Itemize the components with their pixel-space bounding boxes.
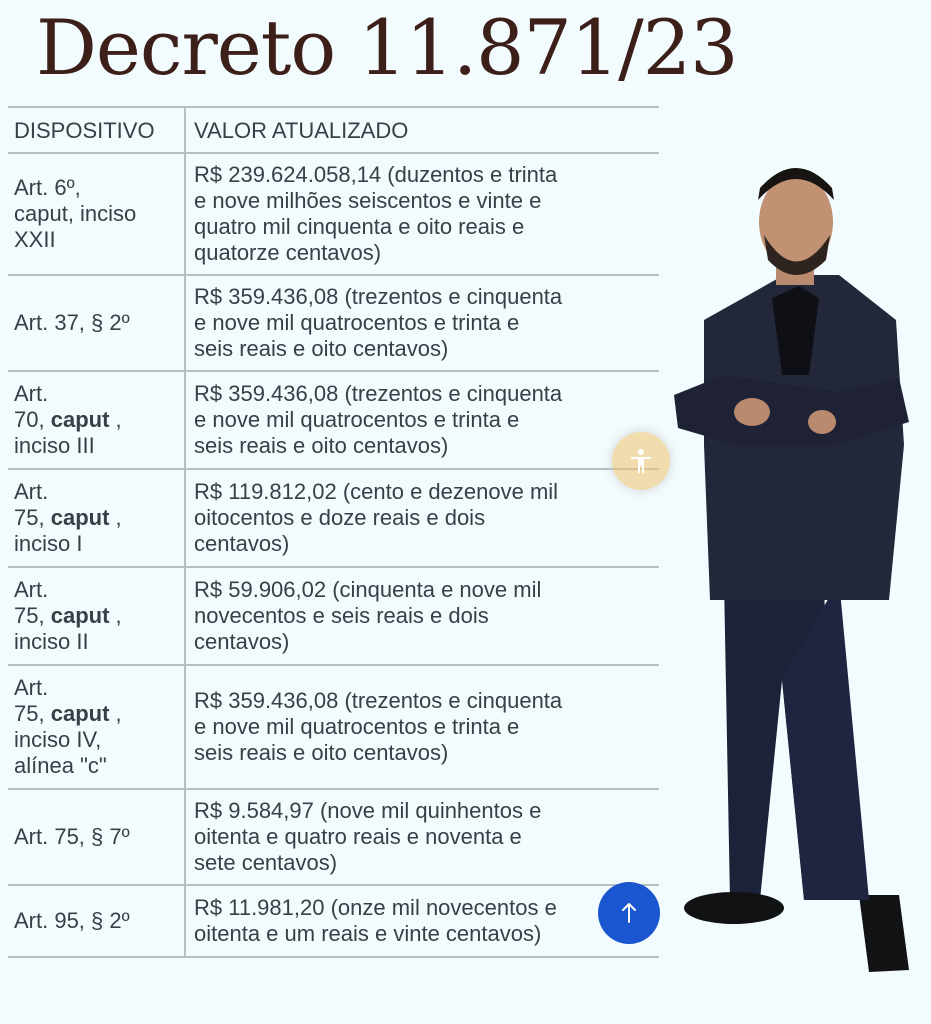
table-row [8, 567, 659, 665]
table-row [8, 275, 659, 371]
valor-cell: R$ 11.981,20 (onze mil novecentos e oitenta e um reais e vinte centavos) [185, 885, 659, 957]
valor-cell: R$ 9.584,97 (nove mil quinhentos e oitenta e quatro reais e noventa e sete centavos) [185, 789, 659, 885]
dispositivo-cell: Art. 75, caput , inciso II [8, 567, 185, 665]
table-row [8, 469, 659, 567]
table-row [8, 371, 659, 469]
back-to-top-button[interactable] [598, 882, 660, 944]
column-header-dispositivo: DISPOSITIVO [8, 107, 185, 153]
table-row [8, 665, 659, 789]
page-title: Decreto 11.871/23 [36, 3, 738, 92]
accessibility-button[interactable] [612, 432, 670, 490]
valor-cell: R$ 359.436,08 (trezentos e cinquenta e nove mil quatrocentos e trinta e seis reais e oito centavos) [185, 371, 659, 469]
table-header-row [8, 107, 659, 153]
table-row [8, 885, 659, 957]
column-header-valor: VALOR ATUALIZADO [185, 107, 659, 153]
valor-cell: R$ 119.812,02 (cento e dezenove mil oitocentos e doze reais e dois centavos) [185, 469, 659, 567]
valor-cell: R$ 239.624.058,14 (duzentos e trinta e nove milhões seiscentos e vinte e quatro mil cinquenta e oito reais e quatorze centavos) [185, 153, 659, 275]
valor-cell: R$ 59.906,02 (cinquenta e nove mil novecentos e seis reais e dois centavos) [185, 567, 659, 665]
dispositivo-cell: Art. 75, caput , inciso I [8, 469, 185, 567]
dispositivo-cell: Art. 37, § 2º [8, 275, 185, 371]
dispositivo-cell: Art. 6º, caput, inciso XXII [8, 153, 185, 275]
dispositivo-cell: Art. 95, § 2º [8, 885, 185, 957]
table-row [8, 153, 659, 275]
valor-cell: R$ 359.436,08 (trezentos e cinquenta e nove mil quatrocentos e trinta e seis reais e oito centavos) [185, 275, 659, 371]
decree-values-table [8, 106, 659, 958]
table-row [8, 789, 659, 885]
dispositivo-cell: Art. 75, caput , inciso IV, alínea "c" [8, 665, 185, 789]
arrow-up-icon [620, 902, 638, 924]
dispositivo-cell: Art. 70, caput , inciso III [8, 371, 185, 469]
accessibility-icon [626, 446, 656, 476]
dispositivo-cell: Art. 75, § 7º [8, 789, 185, 885]
person-photo [664, 160, 931, 1010]
valor-cell: R$ 359.436,08 (trezentos e cinquenta e nove mil quatrocentos e trinta e seis reais e oito centavos) [185, 665, 659, 789]
